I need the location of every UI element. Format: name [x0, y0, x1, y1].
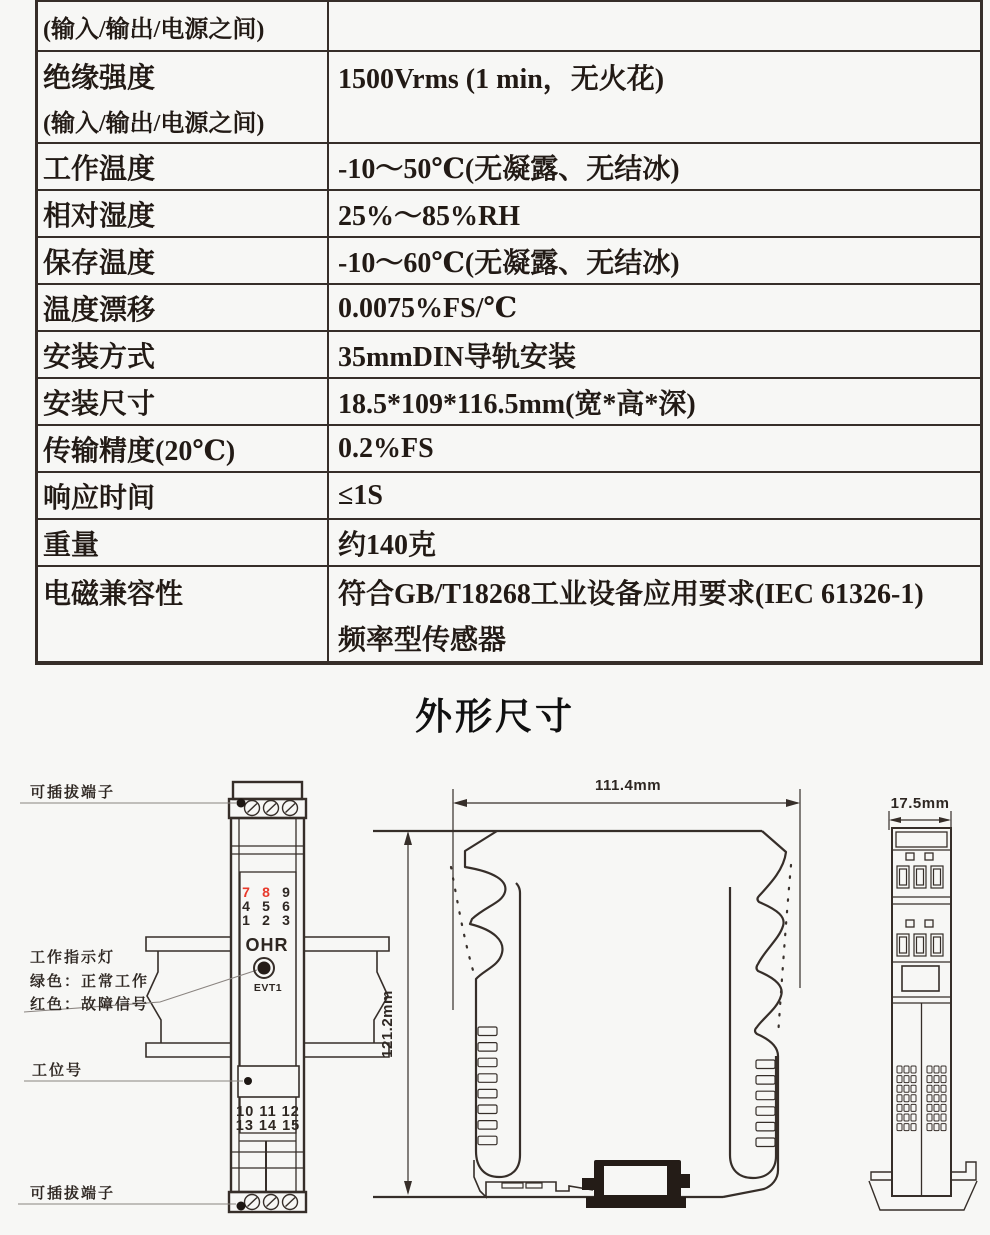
end-width-dimension: 17.5mm: [890, 795, 950, 812]
label-indicator-title: 工作指示灯: [30, 949, 116, 966]
vent-slots-left: [478, 1027, 497, 1145]
spec-label: 相对湿度: [38, 191, 329, 236]
table-row: [38, 0, 980, 50]
terminal-numbers: [242, 884, 290, 928]
spec-value: [329, 567, 980, 661]
foot-latch: [474, 1160, 593, 1197]
front-view-drawing: [18, 782, 389, 1212]
svg-text:8: 8: [262, 884, 270, 900]
spec-label: 安装方式: [38, 332, 329, 377]
spec-label: 重量: [38, 520, 329, 565]
din-rail-end: [869, 1162, 977, 1210]
table-row: [38, 142, 980, 189]
label-indicator-green: 绿色：正常工作: [30, 973, 150, 990]
spec-value: -10～60℃(无凝露、无结冰): [338, 247, 680, 279]
leader-dot: [244, 1077, 252, 1085]
spec-label: [38, 52, 329, 142]
svg-text:3: 3: [282, 912, 290, 928]
table-row: [38, 424, 980, 471]
spec-label-line1: 绝缘强度: [43, 62, 156, 94]
model-label: EVT1: [253, 982, 283, 994]
spec-label: 响应时间: [38, 473, 329, 518]
vent-slots-right: [756, 1060, 775, 1147]
dotted-seam-right: [778, 865, 791, 1036]
vent-grid-right: [927, 1066, 946, 1131]
spec-value-line1: 符合GB/T18268工业设备应用要求(IEC 61326-1): [338, 579, 924, 610]
label-top-terminal: 可插拔端子: [30, 784, 116, 801]
din-rail-front: [146, 937, 389, 1057]
spec-value-line2: 频率型传感器: [338, 625, 507, 656]
table-row: [38, 518, 980, 565]
spec-value: -10～50℃(无凝露、无结冰): [338, 153, 680, 185]
svg-text:1: 1: [242, 912, 250, 928]
svg-text:5: 5: [262, 898, 270, 914]
svg-text:6: 6: [282, 898, 290, 914]
brand-logo: OHR: [245, 935, 289, 955]
spec-value: ≤1S: [338, 479, 383, 511]
svg-text:4: 4: [242, 898, 250, 914]
table-row: [38, 565, 980, 661]
spec-label: 工作温度: [38, 144, 329, 189]
table-row: [38, 283, 980, 330]
svg-text:7: 7: [242, 884, 250, 900]
module-detail-lines: [231, 818, 304, 1192]
width-dimension: 111.4mm: [594, 777, 662, 794]
spec-label: 保存温度: [38, 238, 329, 283]
outline-dimension-drawings: [0, 760, 990, 1235]
label-bottom-terminal: 可插拔端子: [30, 1185, 116, 1202]
spec-value: 约140克: [338, 529, 437, 561]
section-title: 外形尺寸: [415, 696, 575, 737]
table-row: [38, 377, 980, 424]
spec-value: 18.5*109*116.5mm(宽*高*深): [338, 388, 696, 420]
label-indicator-red: 红色：故障信号: [30, 996, 150, 1013]
spec-value: 0.2%FS: [338, 432, 434, 464]
svg-text:2: 2: [262, 912, 270, 928]
leader-dot: [237, 799, 246, 808]
vent-grid-left: [897, 1066, 916, 1131]
side-view-drawing: [373, 777, 800, 1208]
svg-text:9: 9: [282, 884, 290, 900]
spec-label: 传输精度(20℃): [38, 426, 329, 471]
table-row: [38, 330, 980, 377]
bottom-terminal-numbers-2: 13 14 15: [235, 1118, 301, 1134]
spec-label: 电磁兼容性: [38, 567, 329, 661]
spec-value: 0.0075%FS/℃: [338, 292, 518, 324]
spec-label-line2: (输入/输出/电源之间): [43, 111, 265, 138]
label-station: 工位号: [32, 1062, 84, 1079]
spec-label: 温度漂移: [38, 285, 329, 330]
spec-label: 安装尺寸: [38, 379, 329, 424]
spec-value: 25%～85%RH: [338, 200, 521, 232]
spec-value: 35mmDIN导轨安装: [338, 341, 576, 373]
spec-value: 1500Vrms (1 min，无火花): [338, 64, 665, 95]
table-row: [38, 50, 980, 142]
status-led: [258, 962, 271, 975]
end-view-drawing: [869, 795, 977, 1210]
spec-table: [35, 0, 983, 665]
height-dimension: 121.2mm: [379, 990, 396, 1058]
bottom-terminal-numbers-1: 10 11 12: [236, 1104, 300, 1120]
table-row: [38, 189, 980, 236]
spec-value: [329, 2, 980, 50]
leader-dot: [237, 1202, 246, 1211]
spec-label: (输入/输出/电源之间): [38, 2, 329, 50]
table-row: [38, 471, 980, 518]
table-row: [38, 236, 980, 283]
side-profile: [373, 831, 786, 1197]
end-details: [892, 832, 951, 1196]
din-clip: [582, 1160, 690, 1208]
